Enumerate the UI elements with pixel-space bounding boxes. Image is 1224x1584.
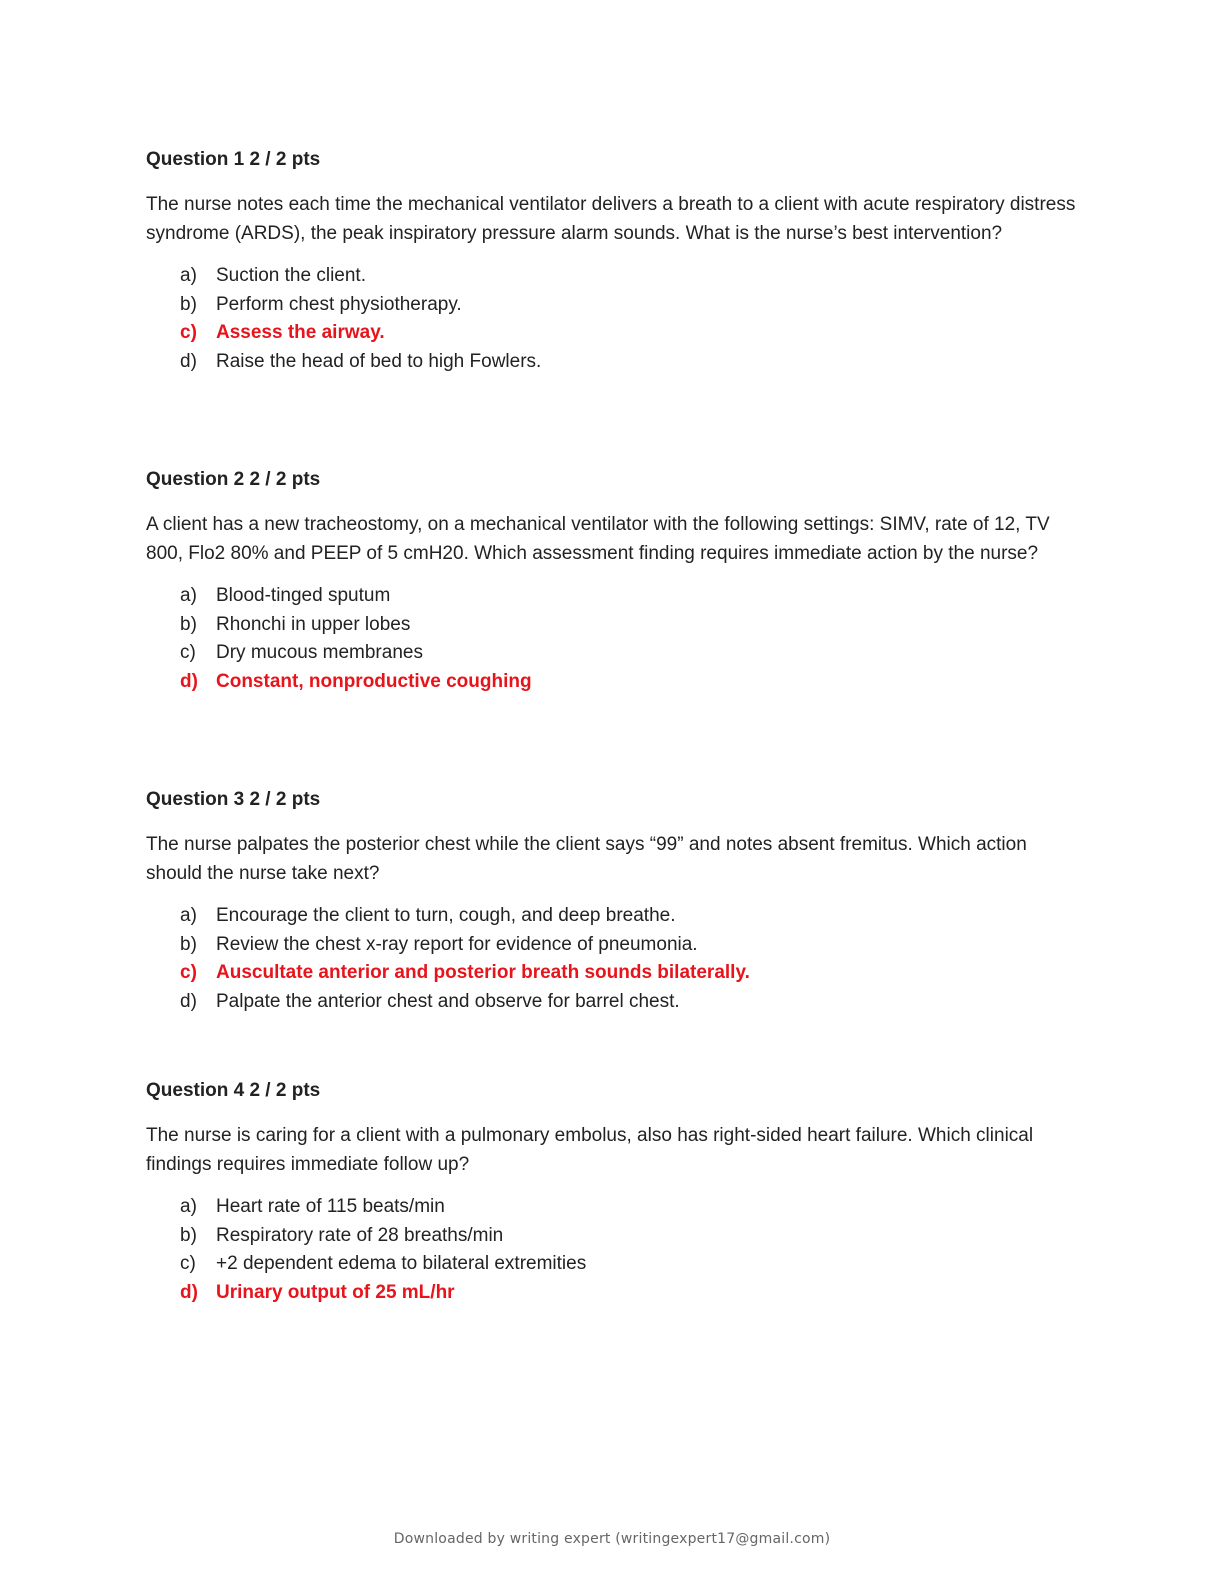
option-letter: b)	[180, 933, 197, 955]
option-letter: a)	[180, 905, 197, 926]
option-text: Heart rate of 115 beats/min	[216, 1196, 445, 1217]
answer-options	[146, 582, 1076, 696]
option-c	[180, 1250, 1076, 1279]
option-a	[180, 262, 1076, 291]
option-text: Raise the head of bed to high Fowlers.	[216, 350, 542, 372]
option-d	[180, 988, 1076, 1017]
option-text: Suction the client.	[216, 265, 366, 286]
option-letter: d)	[180, 990, 197, 1012]
option-letter: a)	[180, 585, 197, 606]
option-c-correct	[180, 959, 1076, 988]
option-letter: c)	[180, 962, 197, 983]
option-text: Urinary output of 25 mL/hr	[216, 1281, 455, 1303]
option-b	[180, 931, 1076, 960]
option-d-correct	[180, 1279, 1076, 1308]
option-d	[180, 348, 1076, 377]
option-text: Perform chest physiotherapy.	[216, 293, 462, 315]
option-text: Rhonchi in upper lobes	[216, 613, 411, 635]
question-2	[146, 468, 1076, 696]
question-heading: Question 2 2 / 2 pts	[146, 469, 321, 490]
option-text: +2 dependent edema to bilateral extremities	[216, 1253, 587, 1274]
option-letter: d)	[180, 670, 198, 692]
answer-options	[146, 902, 1076, 1016]
question-heading: Question 1 2 / 2 pts	[146, 149, 321, 170]
option-text: Constant, nonproductive coughing	[216, 670, 532, 692]
option-letter: a)	[180, 265, 197, 286]
option-text: Review the chest x-ray report for evidence of pneumonia.	[216, 933, 698, 955]
option-letter: c)	[180, 642, 196, 663]
option-letter: c)	[180, 322, 197, 343]
question-text: The nurse notes each time the mechanical ventilator delivers a breath to a client with acute respiratory distress syndrome (ARDS), the peak inspiratory pressure alarm sounds. What is the nurse’s best intervention?	[146, 194, 1076, 244]
option-c-correct	[180, 319, 1076, 348]
option-letter: c)	[180, 1253, 196, 1274]
option-text: Palpate the anterior chest and observe for barrel chest.	[216, 990, 680, 1012]
option-a	[180, 1193, 1076, 1222]
option-a	[180, 582, 1076, 611]
option-text: Dry mucous membranes	[216, 642, 423, 663]
download-footer: Downloaded by writing expert (writingexpert17@gmail.com)	[393, 1531, 831, 1547]
option-c	[180, 639, 1076, 668]
option-b	[180, 1222, 1076, 1251]
option-letter: d)	[180, 1281, 198, 1303]
question-3	[146, 788, 1076, 1016]
option-letter: a)	[180, 1196, 197, 1217]
option-d-correct	[180, 668, 1076, 697]
option-letter: b)	[180, 293, 197, 315]
question-heading: Question 3 2 / 2 pts	[146, 789, 321, 810]
option-text: Auscultate anterior and posterior breath sounds bilaterally.	[216, 962, 750, 983]
question-1	[146, 148, 1076, 376]
option-text: Encourage the client to turn, cough, and deep breathe.	[216, 905, 676, 926]
answer-options	[146, 262, 1076, 376]
option-text: Assess the airway.	[216, 322, 385, 343]
option-letter: d)	[180, 350, 197, 372]
question-text: The nurse is caring for a client with a pulmonary embolus, also has right-sided heart failure. Which clinical findings requires immediate follow up?	[146, 1125, 1034, 1175]
question-text: A client has a new tracheostomy, on a mechanical ventilator with the following settings: SIMV, rate of 12, TV 800, Flo2 80% and PEEP of 5 cmH20. Which assessment finding requires immediate action by the nurse?	[146, 514, 1050, 564]
option-b	[180, 611, 1076, 640]
option-letter: b)	[180, 1224, 197, 1246]
option-a	[180, 902, 1076, 931]
answer-options	[146, 1193, 1076, 1307]
option-text: Respiratory rate of 28 breaths/min	[216, 1224, 504, 1246]
question-text: The nurse palpates the posterior chest while the client says “99” and notes absent fremitus. Which action should the nurse take next?	[146, 834, 1027, 884]
question-heading: Question 4 2 / 2 pts	[146, 1080, 321, 1101]
option-b	[180, 291, 1076, 320]
option-letter: b)	[180, 613, 197, 635]
question-4	[146, 1079, 1076, 1307]
option-text: Blood-tinged sputum	[216, 585, 391, 606]
